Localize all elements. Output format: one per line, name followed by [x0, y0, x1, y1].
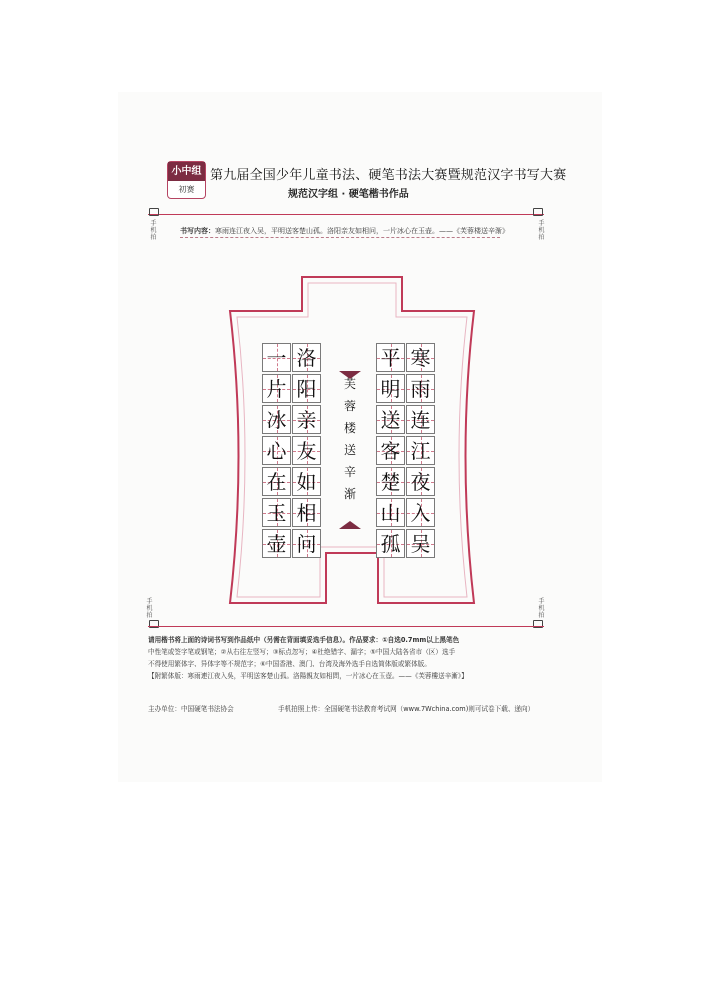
- grid-cell: [262, 436, 291, 465]
- poem-char: 片: [266, 377, 287, 401]
- poem-char: 江: [410, 439, 431, 463]
- poem-char: 阳: [296, 377, 317, 401]
- grid-cell: [292, 529, 321, 558]
- side-label-bottom-left: 手机拍: [146, 598, 153, 619]
- title-char: 蓉: [343, 399, 356, 413]
- poem-char: 孤: [380, 532, 401, 556]
- grid-cell: [262, 529, 291, 558]
- grid-cell: [376, 405, 405, 434]
- requirement-label: 书写内容：: [180, 227, 215, 235]
- poem-char: 友: [296, 439, 317, 463]
- grid-cell: [376, 498, 405, 527]
- poem-char: 如: [296, 470, 317, 494]
- poem-char: 问: [296, 532, 317, 556]
- poem-char: 寒: [410, 346, 431, 370]
- title-char: 渐: [343, 487, 356, 501]
- grid-cell: [292, 498, 321, 527]
- poem-char: 楚: [380, 470, 401, 494]
- poem-char: 冰: [266, 408, 287, 432]
- title-char: 送: [343, 443, 356, 457]
- instructions-line-4: 【附繁体版：寒雨連江夜入吳，平明送客楚山孤。洛陽親友如相問，一片冰心在玉壺。——《芙蓉樓送辛漸》】: [148, 672, 468, 680]
- page-title: 第九届全国少年儿童书法、硬笔书法大赛暨规范汉字书写大赛: [210, 168, 567, 183]
- side-label-top-right: 手机拍: [538, 220, 545, 241]
- grid-cell: [292, 374, 321, 403]
- poem-char: 入: [410, 501, 431, 525]
- title-char: 辛: [343, 465, 356, 479]
- poem-char: 相: [296, 501, 317, 525]
- grid-cell: [406, 529, 435, 558]
- requirement-text: 寒雨连江夜入吴，平明送客楚山孤。洛阳亲友如相问，一片冰心在玉壶。——《芙蓉楼送辛渐》: [215, 227, 509, 235]
- grid-cell: [406, 405, 435, 434]
- poem-char: 在: [266, 470, 287, 494]
- top-divider: [148, 214, 544, 215]
- poem-char: 吴: [410, 532, 431, 556]
- poem-char: 夜: [410, 470, 431, 494]
- grid-cell: [376, 529, 405, 558]
- poem-title-vertical: [338, 373, 362, 517]
- instructions-line-1: 请用楷书将上面的诗词书写到作品纸中（另需在背面填妥选手信息）。作品要求：①自选0.7mm以上黑笔色: [148, 636, 460, 644]
- grid-cell: [292, 436, 321, 465]
- poem-char: 平: [380, 346, 401, 370]
- grid-cell: [292, 467, 321, 496]
- writing-requirement: [180, 226, 509, 236]
- camera-icon: [533, 208, 543, 216]
- poem-char: 一: [266, 346, 287, 370]
- grid-cell: [406, 343, 435, 372]
- grid-cell: [292, 405, 321, 434]
- side-label-bottom-right: 手机拍: [538, 598, 545, 619]
- poem-char: 客: [380, 439, 401, 463]
- poem-char: 山: [380, 501, 401, 525]
- group-badge: [167, 161, 206, 199]
- poem-char: 雨: [410, 377, 431, 401]
- grid-cell: [406, 498, 435, 527]
- instructions-line-2: 中性笔或签字笔或钢笔；②从右往左竖写；③标点忽写；④杜绝错字、漏字；⑤中国大陆各省市（区）选手: [148, 648, 456, 656]
- badge-stage: 初赛: [178, 185, 195, 194]
- grid-cell: [262, 467, 291, 496]
- upload-text: 手机拍照上传：全国硬笔书法教育考试网（www.7Wchina.com)则可试卷下载、递向）: [278, 705, 535, 713]
- title-char: 楼: [343, 421, 356, 435]
- side-label-top-left: 手机拍: [150, 220, 157, 241]
- poem-char: 亲: [296, 408, 317, 432]
- grid-cell: [262, 498, 291, 527]
- grid-cell: [262, 405, 291, 434]
- grid-cell: [262, 343, 291, 372]
- page-subtitle: 规范汉字组 · 硬笔楷书作品: [288, 189, 409, 200]
- poem-char: 玉: [266, 501, 287, 525]
- bottom-divider: [148, 626, 544, 627]
- grid-cell: [376, 467, 405, 496]
- grid-cell: [376, 343, 405, 372]
- poem-char: 明: [380, 377, 401, 401]
- grid-cell: [376, 436, 405, 465]
- requirement-underline: [180, 237, 500, 238]
- grid-cell: [376, 374, 405, 403]
- title-char: 芙: [343, 377, 356, 391]
- poem-char: 洛: [296, 346, 317, 370]
- poem-char: 连: [410, 408, 431, 432]
- badge-group: 小中组: [168, 162, 205, 181]
- grid-cell: [292, 343, 321, 372]
- title-marker-bottom: [339, 521, 361, 529]
- grid-cell: [406, 467, 435, 496]
- organizer-text: 主办单位：中国硬笔书法协会: [148, 705, 234, 713]
- poem-char: 壶: [266, 532, 287, 556]
- camera-icon: [149, 208, 159, 216]
- instructions-line-3: 不得使用繁体字、异体字等不规范字；⑥中国香港、澳门、台湾及海外选手自选简体版或繁体版。: [148, 660, 431, 668]
- grid-cell: [406, 374, 435, 403]
- poem-char: 心: [266, 439, 287, 463]
- poem-char: 送: [380, 408, 401, 432]
- grid-cell: [406, 436, 435, 465]
- grid-cell: [262, 374, 291, 403]
